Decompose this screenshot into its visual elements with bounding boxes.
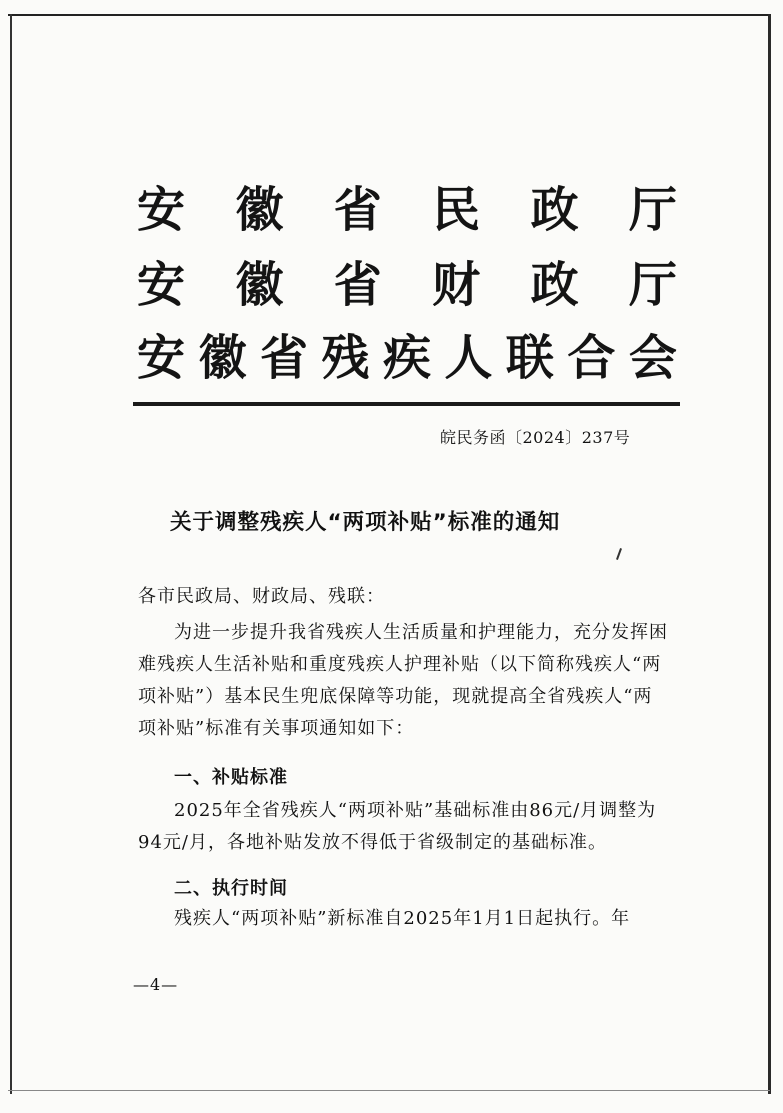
paragraph-line: 项补贴”标准有关事项通知如下： xyxy=(138,718,415,739)
document-title: 关于调整残疾人“两项补贴”标准的通知 xyxy=(170,510,561,535)
issuer-char: 厅 xyxy=(628,182,677,238)
issuer-char: 财 xyxy=(432,257,481,313)
issuer-char: 安 xyxy=(137,330,186,386)
scan-edge-right xyxy=(768,14,771,1094)
paragraph-line: 2025年全省残疾人“两项补贴”基础标准由86元/月调整为 xyxy=(174,800,657,821)
issuer-char: 人 xyxy=(444,330,493,386)
issuer-disabled-federation xyxy=(137,329,677,387)
issuer-char: 厅 xyxy=(628,257,677,313)
issuer-char: 联 xyxy=(505,330,554,386)
issuer-char: 残 xyxy=(321,330,370,386)
page-number: —4— xyxy=(133,975,179,994)
document-number: 皖民务函〔2024〕237号 xyxy=(440,428,631,447)
section-2-paragraph xyxy=(138,903,668,935)
pen-mark xyxy=(616,548,622,560)
intro-paragraph xyxy=(138,617,668,745)
section-2-heading: 二、执行时间 xyxy=(174,878,288,899)
issuer-char: 安 xyxy=(137,182,186,238)
paragraph-line: 项补贴”）基本民生兜底保障等功能，现就提高全省残疾人“两 xyxy=(138,686,653,707)
issuer-char: 省 xyxy=(259,330,308,386)
paragraph-line: 94元/月，各地补贴发放不得低于省级制定的基础标准。 xyxy=(138,832,607,853)
issuer-char: 合 xyxy=(567,330,616,386)
issuer-char: 徽 xyxy=(235,182,284,238)
paragraph-line: 难残疾人生活补贴和重度残疾人护理补贴（以下简称残疾人“两 xyxy=(138,654,662,675)
section-1-heading: 一、补贴标准 xyxy=(174,767,288,788)
issuer-char: 会 xyxy=(628,330,677,386)
paragraph-line: 为进一步提升我省残疾人生活质量和护理能力，充分发挥困 xyxy=(174,622,668,643)
issuer-char: 民 xyxy=(432,182,481,238)
issuer-char: 安 xyxy=(137,257,186,313)
issuer-char: 政 xyxy=(530,257,579,313)
scan-edge-top xyxy=(8,14,768,16)
issuer-char: 徽 xyxy=(235,257,284,313)
section-1-paragraph xyxy=(138,795,668,859)
header-divider xyxy=(133,402,680,406)
paragraph-line: 残疾人“两项补贴”新标准自2025年1月1日起执行。年 xyxy=(174,908,631,929)
issuer-char: 政 xyxy=(530,182,579,238)
issuer-char: 疾 xyxy=(382,330,431,386)
scan-edge-left xyxy=(10,14,12,1094)
scan-edge-bottom xyxy=(8,1090,770,1091)
salutation: 各市民政局、财政局、残联： xyxy=(138,586,385,607)
issuer-char: 省 xyxy=(333,257,382,313)
issuer-finance xyxy=(137,256,677,314)
issuer-char: 徽 xyxy=(198,330,247,386)
issuer-civil-affairs xyxy=(137,181,677,239)
issuer-char: 省 xyxy=(333,182,382,238)
